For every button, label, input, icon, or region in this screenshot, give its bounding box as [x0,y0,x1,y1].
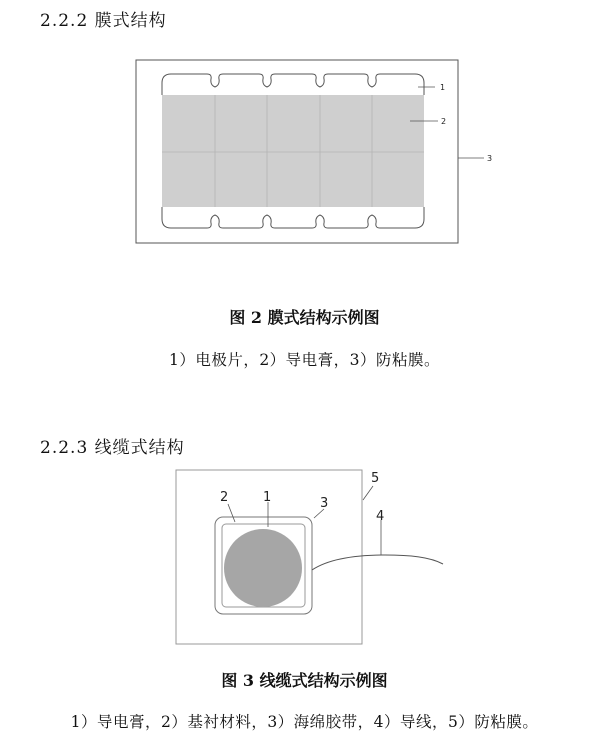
film-label-gel: 2 [441,117,447,126]
film-label-electrode: 1 [440,83,446,92]
lead-wire [312,555,443,570]
film-label-release-film: 3 [487,154,493,163]
cable-label-gel: 1 [263,490,272,505]
cable-label-release-film: 5 [371,471,380,486]
figure-2-caption: 图 2 膜式结构示例图 [229,308,380,327]
electrode-tabs-bottom [162,207,424,228]
electrode-tabs-top [162,74,424,95]
heading-film-structure: 2.2.2 膜式结构 [40,11,167,31]
film-structure-diagram [0,50,609,310]
cable-label-backing: 2 [220,490,229,505]
cable-structure-diagram [0,462,609,662]
figure-3-legend: 1）导电膏，2）基衬材料，3）海绵胶带，4）导线，5）防粘膜。 [70,713,539,731]
heading-cable-structure: 2.2.3 线缆式结构 [40,438,185,458]
cable-label-sponge-tape: 3 [320,496,329,511]
figure-2-legend: 1）电极片，2）导电膏，3）防粘膜。 [168,351,441,369]
conductive-gel-area [162,95,424,207]
figure-3-caption: 图 3 线缆式结构示例图 [221,671,388,690]
conductive-gel-disc [224,529,302,607]
cable-label-wire: 4 [376,509,385,524]
